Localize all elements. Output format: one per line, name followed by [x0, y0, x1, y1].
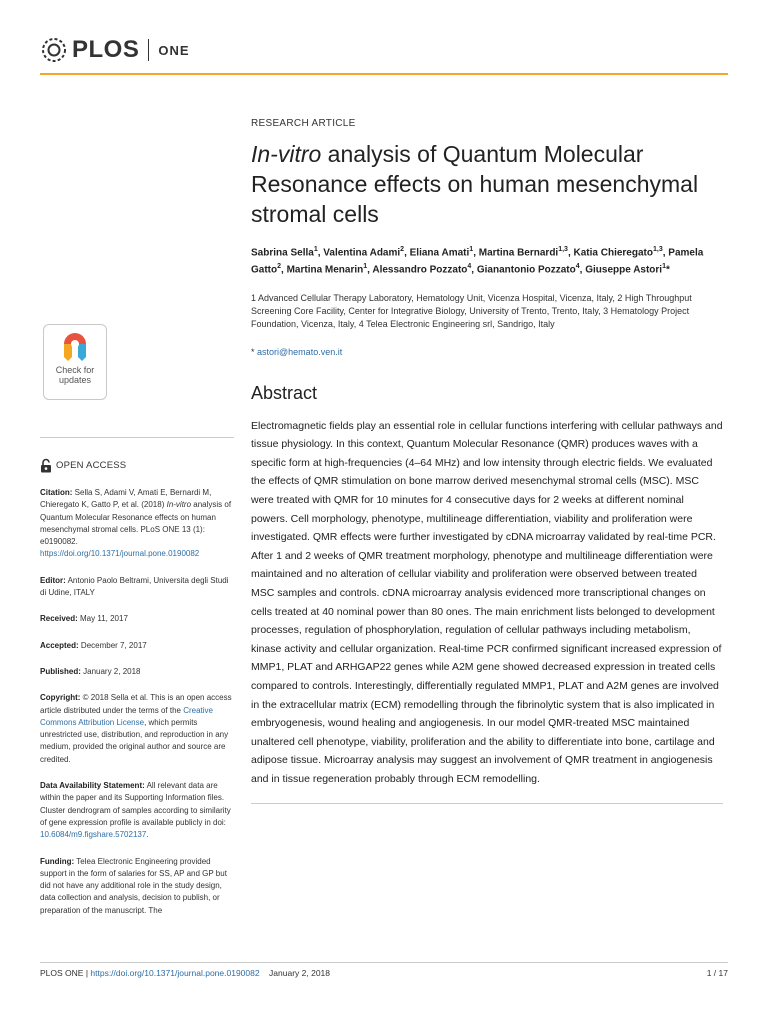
check-for-updates-badge[interactable] [43, 324, 107, 400]
footer-doi-link[interactable]: https://doi.org/10.1371/journal.pone.0190082 [90, 968, 260, 978]
author-name: Katia Chieregato [573, 247, 653, 259]
author-affiliation-index: 1 [313, 246, 318, 253]
page-footer [40, 968, 728, 978]
footer-citation: PLOS ONE | https://doi.org/10.1371/journal.pone.0190082 January 2, 2018 [40, 968, 331, 978]
author-name: Eliana Amati [409, 247, 470, 259]
article-type: RESEARCH ARTICLE [251, 118, 356, 129]
plos-logo-icon [40, 36, 68, 64]
citation-block: Citation: Sella S, Adami V, Amati E, Bernardi M, Chieregato K, Gatto P, et al. (2018) In-vitro analysis of Quantum Molecular Resonance effects on human mesenchymal stromal cells. PLoS ONE 13 (1): e0190082. https://doi.org/10.1371/journal.pone.0190082 [40, 488, 232, 559]
author-name: Valentina Adami [323, 247, 401, 259]
author-separator: , [367, 264, 373, 276]
article-title: In-vitro analysis of Quantum Molecular Resonance effects on human mesenchymal stromal cells [251, 141, 699, 227]
citation-doi-link[interactable]: https://doi.org/10.1371/journal.pone.0190082 [40, 549, 200, 559]
abstract-heading: Abstract [251, 382, 318, 403]
logo-divider [148, 39, 149, 61]
author-list [251, 243, 723, 278]
open-lock-icon [40, 458, 52, 473]
corresponding-author: * astori@hemato.ven.it [251, 346, 343, 357]
main-column [251, 118, 723, 804]
author-name: Gianantonio Pozzato [476, 264, 576, 276]
author-name: Martina Bernardi [478, 247, 559, 259]
crossmark-icon [62, 331, 88, 363]
accepted-date: Accepted: December 7, 2017 [40, 640, 147, 650]
author-affiliation-index: 1,3 [558, 246, 568, 253]
footer-date: January 2, 2018 [269, 968, 331, 978]
license-link[interactable]: Creative Commons Attribution License [40, 705, 213, 727]
author-affiliation-index: 1,3 [652, 246, 663, 253]
author-separator: , [471, 264, 477, 276]
journal-header [40, 30, 190, 70]
affiliations: 1 Advanced Cellular Therapy Laboratory, Hematology Unit, Vicenza Hospital, Vicenza, Italy, 2 High Throughput Screening Core Facility, Center for Integrative Biology, University of Trento, Trento, Italy, 3 Hematology Project Foundation, Vicenza, Italy, 4 Telea Electronic Engineering srl, Sandrigo, Italy [251, 292, 692, 329]
author-name: Sabrina Sella [251, 247, 314, 259]
brand-name: PLOS [72, 36, 140, 63]
page-number: 1 / 17 [706, 968, 728, 978]
author-name: Alessandro Pozzato [372, 264, 468, 276]
data-availability-block: Data Availability Statement: All relevant data are within the paper and its Supporting Information files. Cluster dendrogram of samples according to similarity of gene expression profile is available publicly in doi: 10.6084/m9.figshare.5702137. [40, 781, 231, 840]
author-affiliation-index: 4 [467, 263, 472, 271]
footer-rule [40, 962, 728, 963]
open-access-label: OPEN ACCESS [40, 458, 234, 473]
author-affiliation-index: 2 [277, 263, 282, 271]
author-separator: , [579, 264, 586, 276]
author-separator: * [666, 264, 670, 276]
header-rule [40, 73, 728, 75]
author-affiliation-index: 1 [363, 263, 368, 271]
author-affiliation-index: 2 [400, 246, 405, 253]
author-affiliation-index: 4 [575, 263, 580, 271]
sidebar-rule [40, 437, 234, 438]
author-name: Pamela Gatto [251, 247, 704, 276]
abstract-text: Electromagnetic fields play an essential role in cellular functions interfering with cellular pathways and tissue physiology. In this context, Quantum Molecular Resonance (QMR) produces waves with a specific form at high-frequencies (4–64 MHz) and low intensity through electric fields. We evaluated the effects of QMR stimulation on bone marrow derived mesenchymal stromal cells (MSC). MSC were treated with QMR for 10 minutes for 4 consecutive days for 2 weeks at different nominal powers. Cell morphology, phenotype, multilineage differentiation, viability and proliferation were investigated. QMR effects were further investigated by cDNA microarray validated by real-time PCR. After 1 and 2 weeks of QMR treatment morphology, phenotype and multilineage differentiation were maintained and no alteration of cellular viability and proliferation were observed between treated MSC samples and controls. cDNA microarray analysis evidenced more transcriptional changes on cells treated at 40 nominal power than 80 ones. The main enrichment lists belonged to development processes, regulation of phosphorylation, regulation of cellular pathways including metabolism, kinase activity and cellular organization. Real-time PCR confirmed significant increased expression of MMP1, PLAT and ARHGAP22 genes while A2M gene showed decreased expression in treated cells compared to controls. Interestingly, differentially regulated MMP1, PLAT and A2M genes are involved in the extracellular matrix (ECM) remodelling through the fibrinolytic system that is also implicated in embryogenesis, wound healing and angiogenesis. In our model QMR-treated MSC maintained unaltered cell phenotype, viability, proliferation and the ability to differentiate into bone, cartilage and adipose tissue. Microarray analysis may suggest an involvement of QMR treatment in angiogenesis and in tissue regeneration probably through ECM remodelling. [251, 419, 723, 785]
badge-text: Check for updates [55, 365, 95, 385]
author-separator: , [281, 264, 287, 276]
figshare-link[interactable]: 10.6084/m9.figshare.5702137 [40, 830, 147, 840]
author-affiliation-index: 1 [662, 263, 666, 271]
corresponding-email-link[interactable]: astori@hemato.ven.it [257, 346, 343, 357]
editor-block: Editor: Antonio Paolo Beltrami, Universita degli Studi di Udine, ITALY [40, 575, 229, 598]
copyright-block: Copyright: © 2018 Sella et al. This is an open access article distributed under the terms of the Creative Commons Attribution License, which permits unrestricted use, distribution, and reproduction in any medium, provided the original author and source are credited. [40, 693, 232, 764]
published-date: Published: January 2, 2018 [40, 666, 141, 676]
author-separator: , [404, 247, 410, 259]
author-separator: , [567, 247, 574, 259]
journal-name: ONE [158, 42, 190, 58]
author-name: Martina Menarin [286, 264, 364, 276]
funding-block: Funding: Telea Electronic Engineering provided support in the form of salaries for SS, AP and GP but did not have any additional role in the study design, data collection and analysis, decision to publish, or preparation of the manuscript. The [40, 856, 227, 915]
author-separator: , [662, 247, 669, 259]
author-affiliation-index: 1 [469, 246, 474, 253]
author-separator: , [473, 247, 479, 259]
author-name: Giuseppe Astori [585, 264, 663, 276]
abstract-rule [251, 803, 723, 804]
author-separator: , [317, 247, 324, 259]
received-date: Received: May 11, 2017 [40, 614, 128, 624]
article-info-sidebar [40, 437, 234, 917]
